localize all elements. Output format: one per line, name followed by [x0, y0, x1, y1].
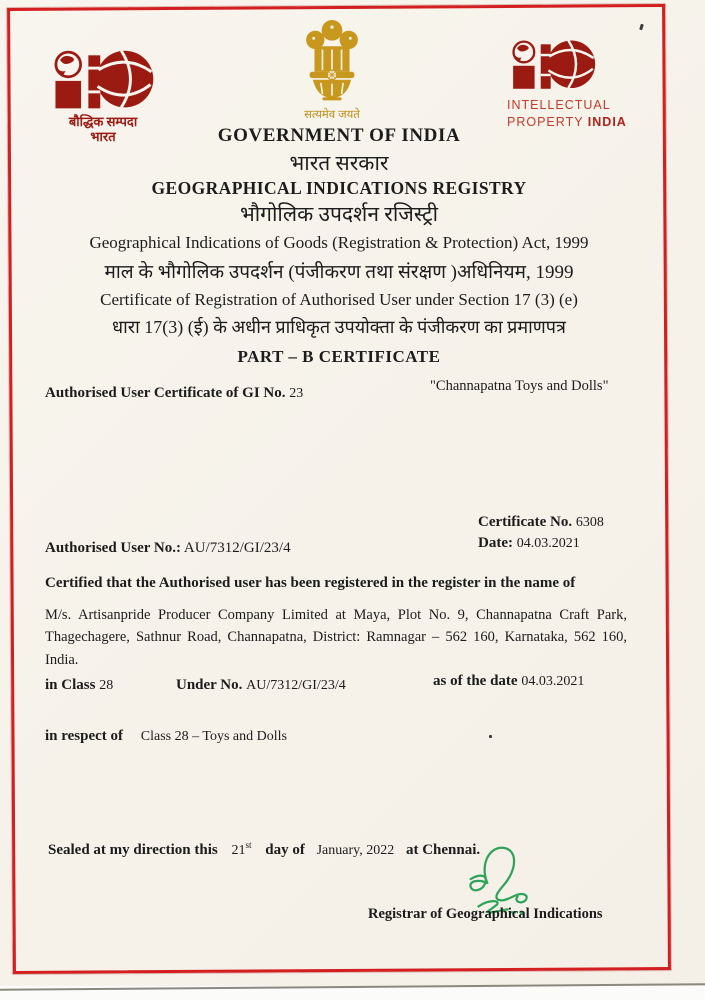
title-part-b-certificate: PART – B CERTIFICATE [237, 347, 441, 366]
title-act-hi: माल के भौगोलिक उपदर्शन (पंजीकरण तथा संरक्षण )अधिनियम, 1999 [104, 262, 574, 283]
title-certificate-section-en: Certificate of Registration of Authorised User under Section 17 (3) (e) [100, 290, 578, 309]
national-emblem [272, 16, 392, 122]
title-government-of-india: GOVERNMENT OF INDIA [217, 125, 461, 146]
title-certificate-section-hi: धारा 17(3) (ई) के अधीन प्राधिकृत उपयोक्ता के पंजीकरण का प्रमाणपत्र [112, 317, 566, 337]
under-no-value: AU/7312/GI/23/4 [246, 678, 346, 693]
registrant-address: M/s. Artisanpride Producer Company Limited at Maya, Plot No. 9, Channapatna Craft Park, Thagechagere, Sathnur Road, Channapatna, District: Ramnagar – 562 160, Karnataka, 562 160, India. [45, 607, 627, 668]
authorised-user-number-value: AU/7312/GI/23/4 [183, 540, 291, 556]
sealed-month-year: January, 2022 [316, 843, 395, 858]
under-no-group [176, 677, 346, 694]
in-class-group [45, 677, 113, 694]
certificate-number-value: 6308 [575, 515, 604, 530]
certificate-number-label: Certificate No. [478, 514, 573, 530]
in-respect-of-value: Class 28 – Toys and Dolls [140, 729, 287, 744]
in-class-value: 28 [99, 678, 114, 693]
certificate-number-line [478, 512, 604, 533]
scan-speck [639, 24, 644, 31]
title-act-en: Geographical Indications of Goods (Registration & Protection) Act, 1999 [89, 233, 589, 252]
as-of-date-label: as of the date [433, 673, 518, 689]
gi-number-label: Authorised User Certificate of GI No. [45, 385, 286, 401]
in-class-label: in Class [45, 677, 96, 693]
gi-number-line [45, 385, 303, 402]
sealed-part3: at Chennai. [405, 842, 481, 858]
certificate-number-block [478, 512, 604, 554]
title-gi-registry-en: GEOGRAPHICAL INDICATIONS REGISTRY [151, 178, 527, 198]
as-of-date-value: 04.03.2021 [521, 674, 585, 689]
certificate-date-line [478, 533, 604, 554]
emblem-motto: सत्यमेव जयते [304, 109, 360, 121]
certified-statement: Certified that the Authorised user has been registered in the register in the name of [45, 575, 576, 591]
sealed-day-suffix: st [245, 840, 252, 850]
registrar-title: Registrar of Geographical Indications [368, 906, 603, 922]
ip-monogram-icon [47, 48, 159, 112]
title-bharat-sarkar: भारत सरकार [289, 151, 389, 175]
authorised-user-number-line [45, 540, 291, 557]
title-gi-registry-hi: भौगोलिक उपदर्शन रजिस्ट्री [239, 202, 439, 226]
ip-monogram-icon [507, 38, 599, 92]
certificate-date-value: 04.03.2021 [516, 536, 580, 551]
as-of-date-group [433, 673, 584, 690]
gi-name: "Channapatna Toys and Dolls" [430, 378, 609, 394]
ipr-property: PROPERTY [507, 115, 584, 129]
under-no-label: Under No. [176, 677, 243, 693]
in-respect-of-label: in respect of [45, 728, 124, 744]
ip-caption-line2: भारत [90, 129, 116, 144]
authorised-user-number-label: Authorised User No.: [45, 540, 181, 556]
ip-india-logo-right [507, 38, 667, 131]
scan-speck [489, 735, 492, 738]
ashoka-lion-capital-icon [292, 16, 372, 102]
gi-number-value: 23 [289, 386, 304, 401]
certificate-date-label: Date: [478, 535, 513, 551]
in-respect-of-line [45, 728, 287, 745]
sealed-day: 21 [231, 843, 246, 858]
sealed-part2: day of [265, 842, 305, 858]
ip-caption-line1: बौद्धिक सम्पदा [68, 114, 138, 129]
ipr-india: INDIA [587, 115, 627, 129]
ipr-line1: INTELLECTUAL [507, 98, 611, 112]
sealed-statement [48, 840, 480, 859]
sealed-part1: Sealed at my direction this [48, 842, 218, 858]
